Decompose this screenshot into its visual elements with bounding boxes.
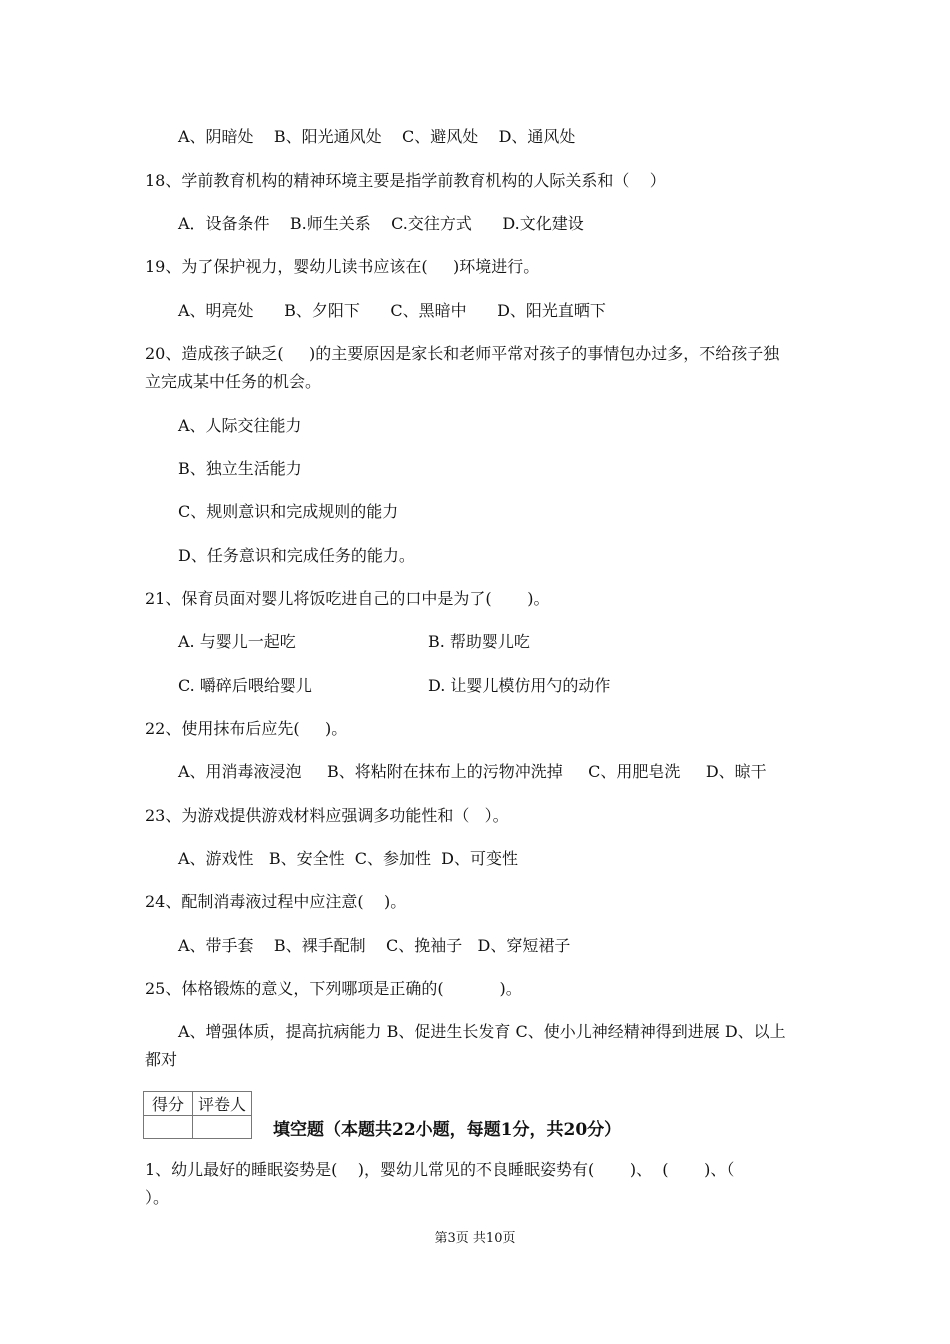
q19-options: A、明亮处 B、夕阳下 C、黑暗中 D、阳光直晒下 [178, 301, 606, 320]
score-table [143, 1091, 252, 1139]
q21-option-b: B. 帮助婴儿吃 [428, 632, 530, 651]
q20-stem-line1: 20、造成孩子缺乏( )的主要原因是家长和老师平常对孩子的事情包办过多，不给孩子独 [145, 344, 780, 363]
q20-option-c: C、规则意识和完成规则的能力 [178, 502, 399, 521]
q25-options-line2: 都对 [145, 1050, 178, 1069]
q19-stem: 19、为了保护视力，婴幼儿读书应该在( )环境进行。 [145, 257, 540, 276]
q23-stem: 23、为游戏提供游戏材料应强调多功能性和（ ）。 [145, 806, 509, 825]
q24-options: A、带手套 B、裸手配制 C、挽袖子 D、穿短裙子 [178, 936, 571, 955]
q22-stem: 22、使用抹布后应先( )。 [145, 719, 348, 738]
section-title: 填空题（本题共22小题，每题1分，共20分） [273, 1120, 622, 1140]
page-footer: 第3页 共10页 [434, 1231, 516, 1246]
grader-header: 评卷人 [193, 1092, 252, 1116]
q21-option-a: A. 与婴儿一起吃 [178, 632, 296, 651]
fill1-line2: ）。 [145, 1188, 170, 1207]
q22-options: A、用消毒液浸泡 B、将粘附在抹布上的污物冲洗掉 C、用肥皂洗 D、晾干 [178, 762, 767, 781]
q21-option-c: C. 嚼碎后喂给婴儿 [178, 676, 312, 695]
fill1-line1: 1、幼儿最好的睡眠姿势是( )，婴幼儿常见的不良睡眠姿势有( )、 ( )、（ [145, 1160, 735, 1179]
q18-stem: 18、学前教育机构的精神环境主要是指学前教育机构的人际关系和（ ） [145, 171, 666, 190]
q25-options-line1: A、增强体质，提高抗病能力 B、促进生长发育 C、使小儿神经精神得到进展 D、以上 [178, 1022, 786, 1041]
q20-stem-line2: 立完成某中任务的机会。 [145, 372, 322, 391]
q23-options: A、游戏性 B、安全性 C、参加性 D、可变性 [178, 849, 518, 868]
score-cell [144, 1116, 193, 1139]
q21-option-d: D. 让婴儿模仿用勺的动作 [428, 676, 611, 695]
score-header: 得分 [144, 1092, 193, 1116]
q25-stem: 25、体格锻炼的意义，下列哪项是正确的( )。 [145, 979, 522, 998]
q24-stem: 24、配制消毒液过程中应注意( )。 [145, 892, 407, 911]
q21-stem: 21、保育员面对婴儿将饭吃进自己的口中是为了( )。 [145, 589, 550, 608]
q18-options: A．设备条件 B.师生关系 C.交往方式 D.文化建设 [178, 214, 584, 233]
q20-option-d: D、任务意识和完成任务的能力。 [178, 546, 415, 565]
q20-option-a: A、人际交往能力 [178, 416, 302, 435]
q17-options: A、阴暗处 B、阳光通风处 C、避风处 D、通风处 [178, 127, 576, 146]
q20-option-b: B、独立生活能力 [178, 459, 302, 478]
grader-cell [193, 1116, 252, 1139]
